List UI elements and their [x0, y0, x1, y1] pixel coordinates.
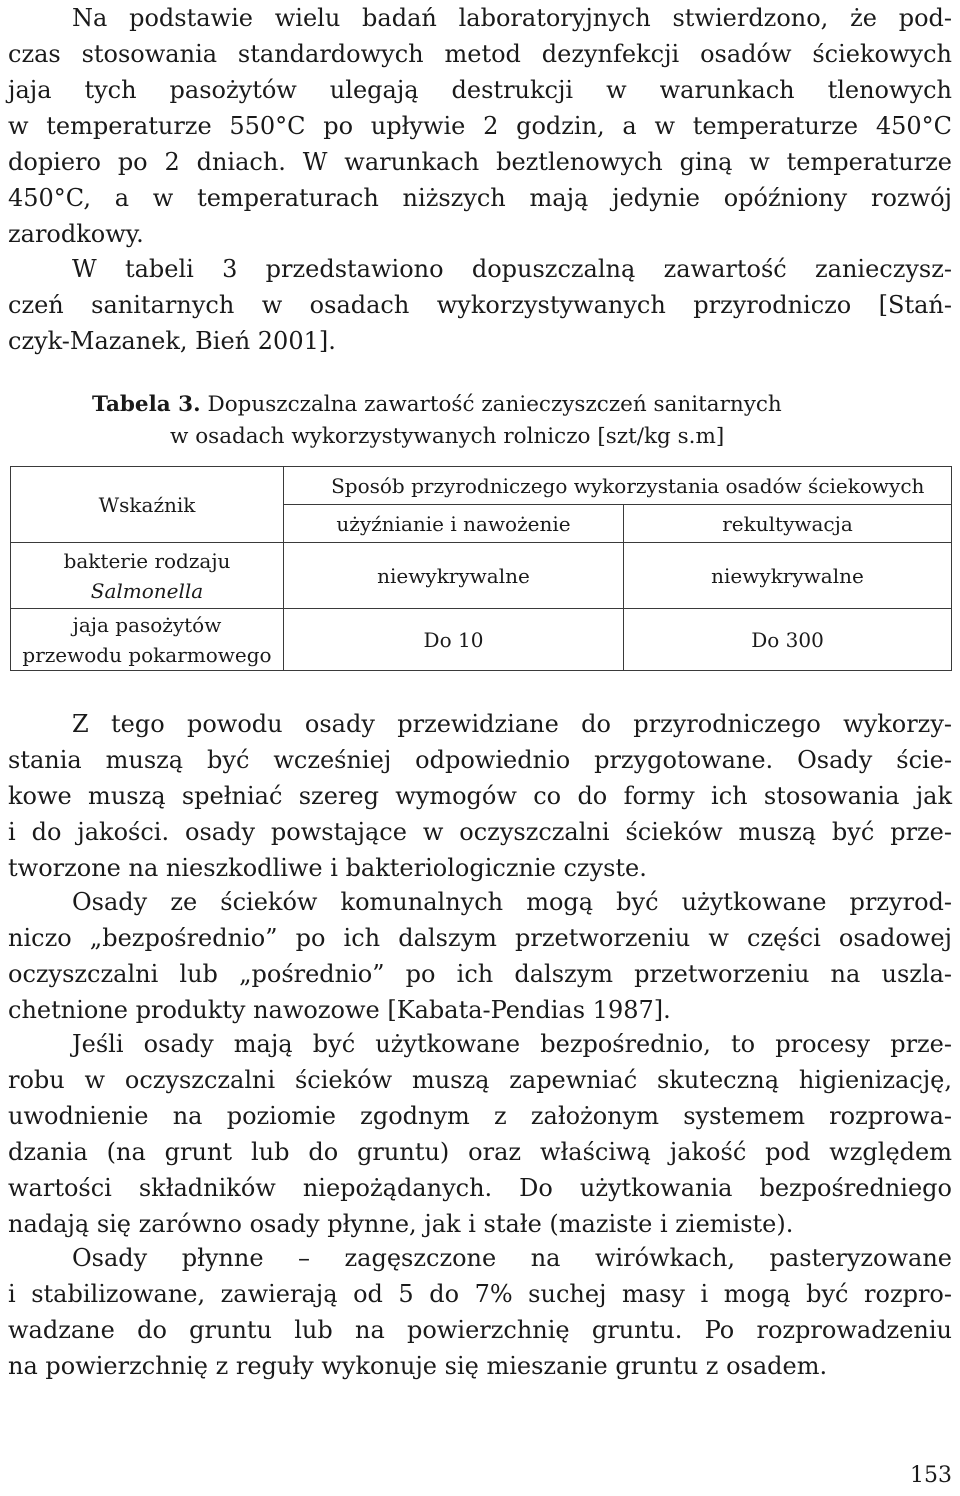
text-line: dzania (na grunt lub do gruntu) oraz właściwą jakość pod względem	[8, 1138, 952, 1166]
text-line: Na podstawie wielu badań laboratoryjnych stwierdzono, że pod-	[72, 4, 952, 32]
column-header-reclamation: rekultywacja	[624, 505, 952, 543]
row-label-line: bakterie rodzaju	[63, 548, 231, 573]
text-line: zarodkowy.	[8, 220, 144, 248]
table-row	[11, 609, 952, 671]
text-line: tworzone na nieszkodliwe i bakteriologicznie czyste.	[8, 854, 647, 882]
table-caption-title: Dopuszczalna zawartość zanieczyszczeń sanitarnych	[207, 392, 782, 417]
text-line: Osady ze ścieków komunalnych mogą być użytkowane przyrod-	[72, 888, 952, 916]
text-line: chetnione produkty nawozowe [Kabata-Pendias 1987].	[8, 996, 671, 1024]
header-usage: Sposób przyrodniczego wykorzystania osadów ściekowych	[305, 467, 952, 505]
text-line: Osady płynne – zagęszczone na wirówkach, pasteryzowane	[72, 1244, 952, 1272]
text-line: jaja tych pasożytów ulegają destrukcji w warunkach tlenowych	[8, 76, 952, 104]
table-row	[11, 543, 952, 609]
text-line: dopiero po 2 dniach. W warunkach beztlenowych giną w temperaturze	[8, 148, 952, 176]
text-line: 450°C, a w temperaturach niższych mają jedynie opóźniony rozwój	[8, 184, 952, 212]
table-caption-subtitle: w osadach wykorzystywanych rolniczo [szt/kg s.m]	[170, 424, 725, 449]
table-cell: Do 300	[624, 609, 952, 671]
text-line: Z tego powodu osady przewidziane do przyrodniczego wykorzy-	[72, 710, 952, 738]
table-cell: niewykrywalne	[284, 543, 624, 609]
row-label	[11, 609, 284, 671]
text-line: nadają się zarówno osady płynne, jak i stałe (maziste i ziemiste).	[8, 1210, 794, 1238]
text-line: czeń sanitarnych w osadach wykorzystywanych przyrodniczo [Stań-	[8, 291, 952, 319]
table-caption-label: Tabela 3.	[92, 392, 201, 417]
text-line: Jeśli osady mają być użytkowane bezpośrednio, to procesy prze-	[72, 1030, 952, 1058]
text-line: robu w oczyszczalni ścieków muszą zapewniać skuteczną higienizację,	[8, 1066, 952, 1094]
text-line: wartości składników niepożądanych. Do użytkowania bezpośredniego	[8, 1174, 952, 1202]
text-line: i stabilizowane, zawierają od 5 do 7% suchej masy i mogą być rozpro-	[8, 1280, 952, 1308]
text-line: czas stosowania standardowych metod dezynfekcji osadów ściekowych	[8, 40, 952, 68]
text-line: niczo „bezpośrednio” po ich dalszym przetworzeniu w części osadowej	[8, 924, 952, 952]
text-line: kowe muszą spełniać szereg wymogów co do formy ich stosowania jak	[8, 782, 952, 810]
table-cell: Do 10	[284, 609, 624, 671]
text-line: oczyszczalni lub „pośrednio” po ich dalszym przetworzeniu na uszla-	[8, 960, 952, 988]
text-line: stania muszą być wcześniej odpowiednio przygotowane. Osady ście-	[8, 746, 952, 774]
text-line: w temperaturze 550°C po upływie 2 godzin, a w temperaturze 450°C	[8, 112, 952, 140]
text-line: W tabeli 3 przedstawiono dopuszczalną zawartość zanieczysz-	[72, 255, 952, 283]
column-header-fertilization: użyźnianie i nawożenie	[284, 505, 624, 543]
row-label-line: jaja pasożytów	[72, 612, 222, 637]
text-line: uwodnienie na poziomie zgodnym z założonym systemem rozprowa-	[8, 1102, 952, 1130]
table-cell: niewykrywalne	[624, 543, 952, 609]
text-line: i do jakości. osady powstające w oczyszczalni ścieków muszą być prze-	[8, 818, 952, 846]
page-number: 153	[910, 1463, 952, 1488]
table-caption	[92, 389, 782, 421]
row-label	[11, 543, 284, 609]
row-label-line: przewodu pokarmowego	[22, 642, 272, 667]
text-line: czyk-Mazanek, Bień 2001].	[8, 327, 336, 355]
text-line: wadzane do gruntu lub na powierzchnię gruntu. Po rozprowadzeniu	[8, 1316, 952, 1344]
header-indicator: Wskaźnik	[11, 467, 284, 543]
sanitary-contaminants-table	[10, 466, 952, 671]
row-label-line: Salmonella	[90, 578, 204, 603]
text-line: na powierzchnię z reguły wykonuje się mieszanie gruntu z osadem.	[8, 1352, 828, 1380]
